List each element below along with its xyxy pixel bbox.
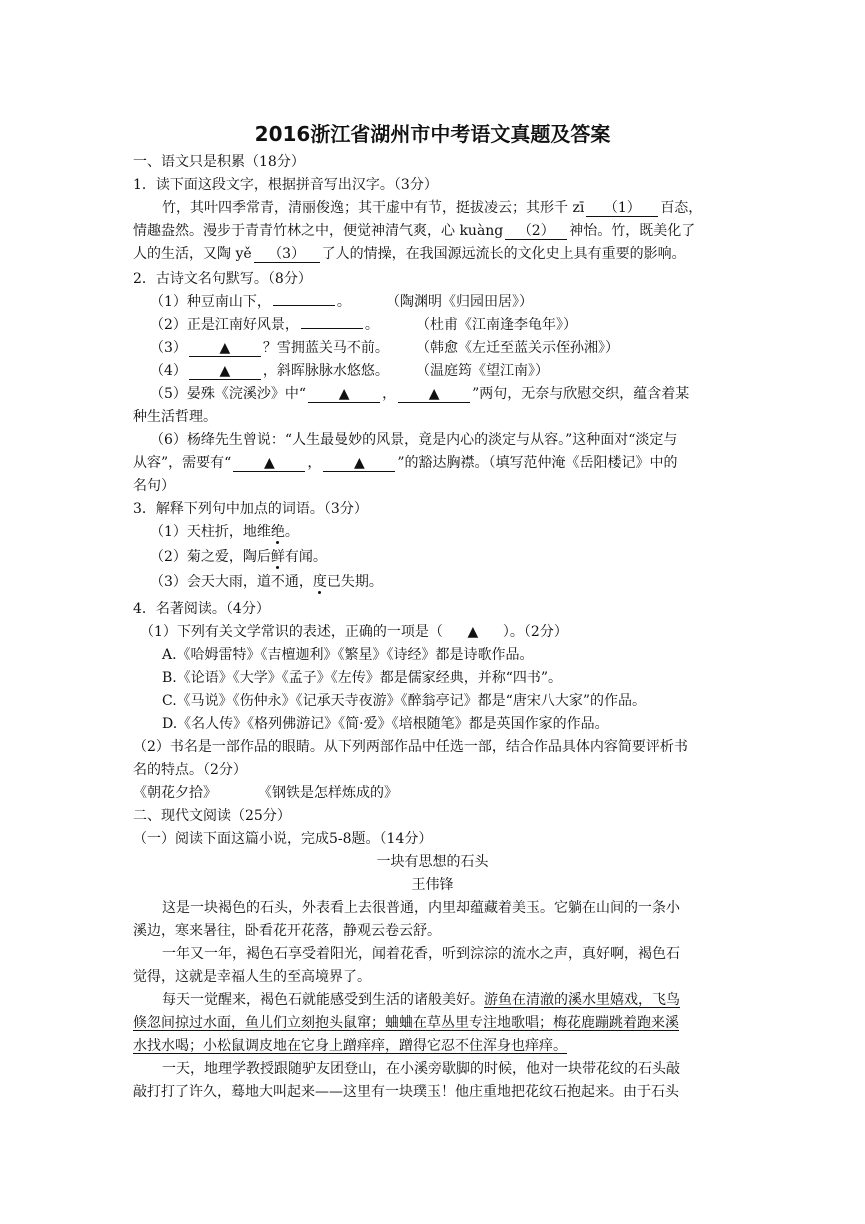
q4-prompt: 4．名著阅读。（4分） — [133, 601, 270, 617]
q2-item-6-line2 — [133, 453, 677, 473]
book-option-2[interactable]: 《钢铁是怎样炼成的》 — [258, 785, 398, 801]
q2-item-4 — [150, 361, 389, 381]
q3-text: （3）会天大雨，道不通， — [150, 574, 313, 590]
q3-item-3 — [150, 572, 383, 592]
q4-text: ）。（2分） — [502, 624, 568, 640]
q3-prompt: 3．解释下列句中加点的词语。（3分） — [133, 501, 368, 517]
answer-blank[interactable]: ▲ — [308, 386, 380, 403]
q2-text: ，斜晖脉脉水悠悠。 — [262, 363, 389, 379]
answer-blank[interactable]: （1） — [586, 200, 658, 217]
q2-item-5 — [150, 384, 689, 404]
q2-item-6: （6）杨绛先生曾说：“人生最曼妙的风景，竟是内心的淡定与从容。”这种面对“淡定与 — [150, 432, 678, 448]
q4-option-a[interactable]: A.《哈姆雷特》《吉檀迦利》《繁星》《诗经》都是诗歌作品。 — [162, 647, 534, 663]
q2-source-1: （陶渊明《归园田居》） — [386, 294, 533, 310]
q2-text: ？雪拥蓝关马不前。 — [262, 340, 389, 356]
q1-text: 人的生活，又陶 yě — [133, 246, 252, 262]
q2-item-6-line3: 名句） — [133, 478, 175, 494]
q1-text: 神怡。竹，既美化了 — [569, 223, 696, 239]
q4-sub1 — [140, 622, 568, 642]
story-paragraph-2: 一年又一年，褐色石享受着阳光，闻着花香，听到淙淙的流水之声，真好啊，褐色石 — [162, 946, 680, 962]
q4-sub2: （2）书名是一部作品的眼睛。从下列两部作品中任选一部，结合作品具体内容简要评析书 — [133, 739, 688, 755]
section2-heading: 二、现代文阅读（25分） — [133, 808, 291, 824]
dotted-word: 绝 — [270, 524, 285, 540]
q2-item-1 — [150, 292, 351, 312]
story-paragraph-1: 这是一块褐色的石头，外表看上去很普通，内里却蕴藏着美玉。它躺在山间的一条小 — [162, 900, 680, 916]
q2-source-4: （温庭筠《望江南》） — [416, 363, 549, 379]
story-paragraph-1-cont: 溪边，寒来暑往，卧看花开花落，静观云卷云舒。 — [133, 923, 441, 939]
page-title: 2016浙江省湖州市中考语文真题及答案 — [254, 122, 611, 146]
q2-text: （1）种豆南山下， — [150, 294, 271, 310]
q2-source-3: （韩愈《左迁至蓝关示侄孙湘》） — [416, 340, 619, 356]
q2-text: ， — [307, 455, 322, 471]
story-paragraph-2-cont: 觉得，这就是幸福人生的至高境界了。 — [133, 969, 371, 985]
q3-text: （1）天柱折，地维 — [150, 524, 271, 540]
q1-text: 百态， — [660, 200, 703, 216]
book-option-1[interactable]: 《朝花夕拾》 — [133, 785, 217, 801]
answer-blank[interactable] — [273, 305, 335, 306]
answer-blank[interactable]: （3） — [254, 246, 320, 263]
q2-text: 。 — [336, 294, 351, 310]
underlined-passage: 游鱼在清澈的溪水里嬉戏，飞鸟 — [484, 992, 680, 1008]
q3-text: 有闻。 — [284, 549, 327, 565]
q2-text: （2）正是江南好风景， — [150, 317, 299, 333]
q4-option-c[interactable]: C.《马说》《伤仲永》《记承天寺夜游》《醉翁亭记》都是“唐宋八大家”的作品。 — [162, 693, 646, 709]
underlined-passage: 水找水喝；小松鼠调皮地在它身上蹭痒痒，蹭得它忍不住浑身也痒痒。 — [133, 1038, 567, 1054]
q2-text: （3） — [150, 340, 187, 356]
q1-text: 了人的情操，在我国源远流长的文化史上具有重要的影响。 — [321, 246, 686, 262]
q1-paragraph-line3 — [133, 244, 686, 264]
q1-prompt: 1．读下面这段文字，根据拼音写出汉字。（3分） — [133, 177, 438, 193]
story-paragraph-3 — [162, 990, 680, 1010]
q3-text: （2）菊之爱，陶后 — [150, 549, 271, 565]
q4-text: （1）下列有关文学常识的表述，正确的一项是（ — [140, 624, 443, 640]
q2-text: ”两句，无奈与欣慰交织，蕴含着某 — [472, 386, 690, 402]
q3-item-2 — [150, 547, 327, 567]
answer-blank[interactable] — [301, 328, 363, 329]
q4-option-b[interactable]: B.《论语》《大学》《孟子》《左传》都是儒家经典，并称“四书”。 — [162, 670, 563, 686]
answer-blank[interactable]: ▲ — [189, 363, 261, 380]
answer-blank[interactable]: ▲ — [189, 340, 261, 357]
story-paragraph-4-cont: 敲打打了许久，蓦地大叫起来——这里有一块璞玉！他庄重地把花纹石抱起来。由于石头 — [133, 1084, 679, 1100]
q3-item-1 — [150, 522, 299, 542]
answer-blank[interactable]: ▲ — [398, 386, 470, 403]
q4-sub2-cont: 名的特点。（2分） — [133, 762, 247, 778]
q4-option-d[interactable]: D.《名人传》《格列佛游记》《简·爱》《培根随笔》都是英国作家的作品。 — [162, 716, 609, 732]
section1-heading: 一、语文只是积累（18分） — [133, 154, 305, 170]
story-paragraph-4: 一天，地理学教授跟随驴友团登山，在小溪旁歇脚的时候，他对一块带花纹的石头敲 — [162, 1061, 680, 1077]
q1-text: 竹，其叶四季常青，清丽俊逸；其干虚中有节，挺拔凌云；其形千 zī — [162, 200, 585, 216]
q3-text: 已失期。 — [326, 574, 383, 590]
q2-text: （5）晏殊《浣溪沙》中“ — [150, 386, 307, 402]
q2-item-3 — [150, 338, 389, 358]
dotted-word: 鲜 — [270, 549, 285, 565]
q2-item-5-cont: 种生活哲理。 — [133, 409, 217, 425]
q2-prompt: 2．古诗文名句默写。（8分） — [133, 271, 312, 287]
answer-blank[interactable]: ▲ — [323, 455, 395, 472]
answer-blank[interactable]: （2） — [505, 223, 567, 240]
story-author: 王伟锋 — [411, 877, 454, 893]
story-title: 一块有思想的石头 — [376, 854, 489, 870]
q2-text: 。 — [364, 317, 379, 333]
answer-blank[interactable]: ▲ — [233, 455, 305, 472]
dotted-word: 度 — [312, 574, 327, 590]
q1-paragraph-line2 — [133, 221, 695, 241]
q2-text: （4） — [150, 363, 187, 379]
q2-item-2 — [150, 315, 379, 335]
q2-text: 从容”，需要有“ — [133, 455, 232, 471]
underlined-passage: 倏忽间掠过水面，鱼儿们立刻抱头鼠窜；蛐蛐在草丛里专注地歌唱；梅花鹿蹦跳着跑来溪 — [133, 1015, 679, 1031]
part1-prompt: （一）阅读下面这篇小说，完成5-8题。（14分） — [133, 831, 433, 847]
q2-text: ， — [382, 386, 397, 402]
q2-text: ”的豁达胸襟。（填写范仲淹《岳阳楼记》中的 — [397, 455, 678, 471]
q1-paragraph-line1 — [162, 198, 702, 218]
q1-text: 情趣盎然。漫步于青青竹林之中，便觉神清气爽，心 kuàng — [133, 223, 504, 239]
q2-source-2: （杜甫《江南逢李龟年》） — [416, 317, 577, 333]
q3-text: 。 — [284, 524, 299, 540]
answer-choice-blank[interactable]: ▲ — [467, 624, 479, 640]
story-text: 每天一觉醒来，褐色石就能感受到生活的诸般美好。 — [162, 992, 484, 1008]
